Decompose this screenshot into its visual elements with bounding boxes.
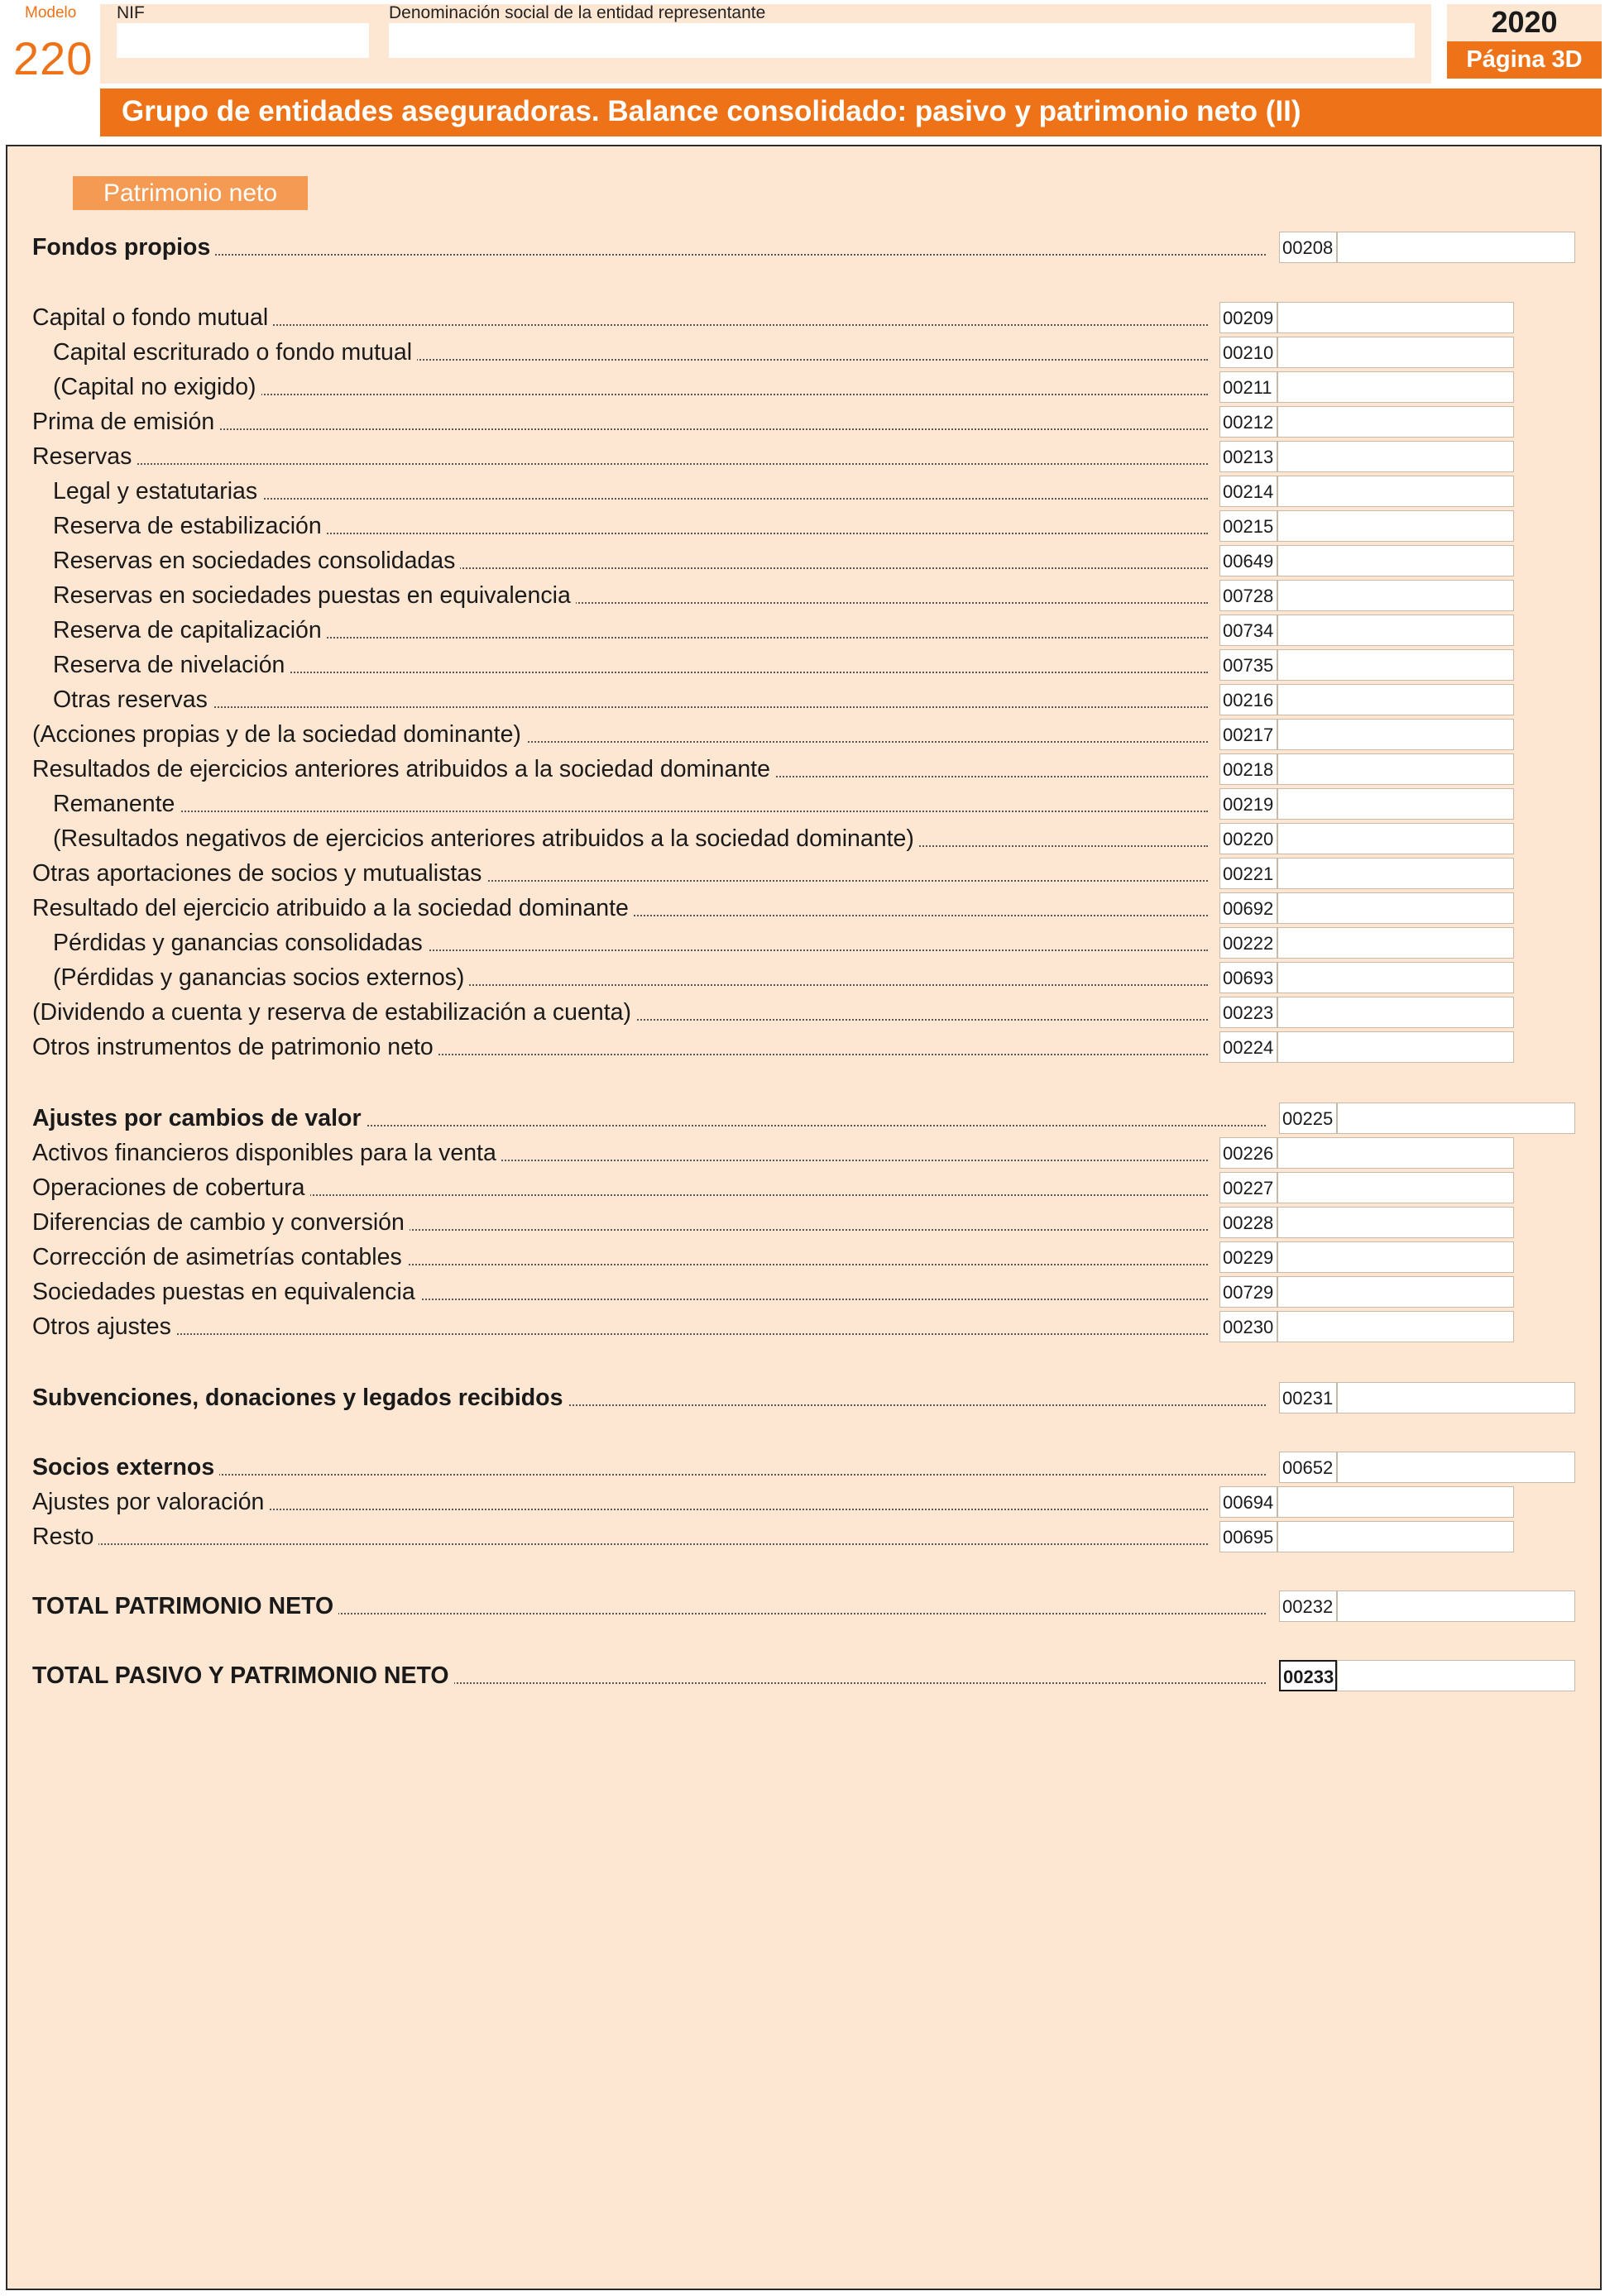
row-label xyxy=(32,1103,1266,1134)
field-code: 00212 xyxy=(1219,406,1277,438)
row-label-text: Legal y estatutarias xyxy=(53,478,262,505)
form-row xyxy=(32,1452,1605,1483)
row-label-text: Reservas en sociedades puestas en equivalencia xyxy=(53,582,576,609)
denominacion-label: Denominación social de la entidad representante xyxy=(389,3,766,22)
row-label-text: Ajustes por cambios de valor xyxy=(32,1105,367,1131)
row-label-text: (Capital no exigido) xyxy=(53,374,261,400)
field-code: 00210 xyxy=(1219,337,1277,368)
field-value-input[interactable] xyxy=(1277,615,1514,646)
form-row xyxy=(32,1031,1605,1063)
row-label xyxy=(32,1590,1266,1622)
row-label xyxy=(32,892,1208,924)
form-row xyxy=(32,1590,1605,1622)
field-code: 00223 xyxy=(1219,997,1277,1028)
row-label xyxy=(32,1521,1208,1552)
row-label xyxy=(53,823,1208,854)
row-label-text: Prima de emisión xyxy=(32,409,219,435)
field-code: 00211 xyxy=(1219,371,1277,403)
row-label xyxy=(53,615,1208,646)
row-label-text: Otras reservas xyxy=(53,686,213,713)
form-row xyxy=(32,371,1605,403)
row-label xyxy=(53,510,1208,542)
field-value-input[interactable] xyxy=(1337,1103,1575,1134)
field-code: 00216 xyxy=(1219,684,1277,715)
nif-label: NIF xyxy=(117,3,145,22)
form-row xyxy=(32,406,1605,438)
row-label xyxy=(32,1137,1208,1169)
field-code: 00729 xyxy=(1219,1276,1277,1308)
field-value-input[interactable] xyxy=(1277,962,1514,993)
row-label-text: Resultado del ejercicio atribuido a la sociedad dominante xyxy=(32,895,634,921)
form-row xyxy=(32,510,1605,542)
dot-leader xyxy=(32,254,1266,256)
form-row xyxy=(32,1311,1605,1342)
field-code: 00215 xyxy=(1219,510,1277,542)
field-value-input[interactable] xyxy=(1337,232,1575,263)
field-value-input[interactable] xyxy=(1277,858,1514,889)
form-row xyxy=(32,232,1605,263)
field-code: 00209 xyxy=(1219,302,1277,333)
dot-leader xyxy=(53,706,1208,708)
form-row xyxy=(32,1521,1605,1552)
row-label-text: (Acciones propias y de la sociedad dominante) xyxy=(32,721,526,748)
row-label-text: Activos financieros disponibles para la venta xyxy=(32,1140,501,1166)
dot-leader xyxy=(32,463,1208,465)
row-label-text: Otras aportaciones de socios y mutualistas xyxy=(32,860,486,887)
form-row xyxy=(32,962,1605,993)
field-value-input[interactable] xyxy=(1337,1590,1575,1622)
row-label-text: Reserva de capitalización xyxy=(53,617,327,643)
row-label-text: TOTAL PATRIMONIO NETO xyxy=(32,1593,338,1619)
field-code: 00219 xyxy=(1219,788,1277,820)
row-label-text: Pérdidas y ganancias consolidadas xyxy=(53,930,428,956)
row-label-text: (Resultados negativos de ejercicios anteriores atribuidos a la sociedad dominante) xyxy=(53,825,919,852)
row-label-text: Sociedades puestas en equivalencia xyxy=(32,1279,420,1305)
field-code: 00734 xyxy=(1219,615,1277,646)
year-value: 2020 xyxy=(1491,5,1558,39)
field-value-input[interactable] xyxy=(1277,371,1514,403)
row-label-text: Reserva de estabilización xyxy=(53,513,327,539)
row-label xyxy=(32,1660,1266,1691)
row-label xyxy=(32,1241,1208,1273)
field-code: 00692 xyxy=(1219,892,1277,924)
row-label-text: Remanente xyxy=(53,791,180,817)
row-label-text: TOTAL PASIVO Y PATRIMONIO NETO xyxy=(32,1662,454,1689)
row-label xyxy=(53,580,1208,611)
row-label xyxy=(32,441,1208,472)
row-label xyxy=(32,406,1208,438)
row-label xyxy=(53,476,1208,507)
row-label xyxy=(32,1276,1208,1308)
row-label xyxy=(53,545,1208,576)
dot-leader xyxy=(53,811,1208,812)
form-row xyxy=(32,753,1605,785)
nif-input[interactable] xyxy=(117,23,369,58)
row-label-text: Corrección de asimetrías contables xyxy=(32,1244,407,1270)
form-row xyxy=(32,1172,1605,1203)
field-value-input[interactable] xyxy=(1277,1521,1514,1552)
form-row xyxy=(32,1486,1605,1518)
field-code: 00695 xyxy=(1219,1521,1277,1552)
row-label-text: Reservas en sociedades consolidadas xyxy=(53,548,460,574)
field-value-input[interactable] xyxy=(1277,788,1514,820)
field-code: 00227 xyxy=(1219,1172,1277,1203)
form-row xyxy=(32,649,1605,681)
row-label xyxy=(53,927,1208,959)
field-value-input[interactable] xyxy=(1277,1137,1514,1169)
form-row xyxy=(32,1382,1605,1413)
field-code: 00231 xyxy=(1279,1382,1337,1413)
field-value-input[interactable] xyxy=(1277,545,1514,576)
modelo-number: 220 xyxy=(13,32,93,84)
field-value-input[interactable] xyxy=(1277,892,1514,924)
form-row xyxy=(32,441,1605,472)
modelo-label: Modelo xyxy=(25,4,77,22)
field-value-input[interactable] xyxy=(1277,927,1514,959)
row-label xyxy=(32,1382,1266,1413)
row-label xyxy=(32,719,1208,750)
field-code: 00649 xyxy=(1219,545,1277,576)
row-label-text: Otros ajustes xyxy=(32,1313,176,1340)
field-code: 00226 xyxy=(1219,1137,1277,1169)
field-value-input[interactable] xyxy=(1337,1382,1575,1413)
field-code: 00221 xyxy=(1219,858,1277,889)
form-row xyxy=(32,1276,1605,1308)
row-label-text: (Dividendo a cuenta y reserva de estabilización a cuenta) xyxy=(32,999,636,1026)
field-code: 00208 xyxy=(1279,232,1337,263)
field-code: 00694 xyxy=(1219,1486,1277,1518)
row-label-text: Diferencias de cambio y conversión xyxy=(32,1209,410,1236)
field-value-input[interactable] xyxy=(1277,1276,1514,1308)
field-value-input[interactable] xyxy=(1277,337,1514,368)
row-label-text: Reservas xyxy=(32,443,137,470)
row-label xyxy=(32,1207,1208,1238)
field-code: 00735 xyxy=(1219,649,1277,681)
field-value-input[interactable] xyxy=(1277,719,1514,750)
form-row xyxy=(32,476,1605,507)
form-row xyxy=(32,788,1605,820)
field-value-input[interactable] xyxy=(1277,1486,1514,1518)
row-label-text: Resultados de ejercicios anteriores atribuidos a la sociedad dominante xyxy=(32,756,775,782)
row-label xyxy=(32,858,1208,889)
field-value-input[interactable] xyxy=(1277,1241,1514,1273)
field-code: 00652 xyxy=(1279,1452,1337,1483)
field-value-input[interactable] xyxy=(1277,406,1514,438)
field-value-input[interactable] xyxy=(1277,510,1514,542)
field-value-input[interactable] xyxy=(1337,1660,1575,1691)
row-label-text: Capital escriturado o fondo mutual xyxy=(53,339,417,366)
section-tab-patrimonio-neto: Patrimonio neto xyxy=(73,176,308,210)
field-value-input[interactable] xyxy=(1277,1031,1514,1063)
row-label-text: Subvenciones, donaciones y legados recibidos xyxy=(32,1385,568,1411)
row-label xyxy=(53,337,1208,368)
row-label-text: Otros instrumentos de patrimonio neto xyxy=(32,1034,438,1060)
form-row xyxy=(32,823,1605,854)
field-value-input[interactable] xyxy=(1277,997,1514,1028)
row-label xyxy=(53,649,1208,681)
field-value-input[interactable] xyxy=(1337,1452,1575,1483)
row-label xyxy=(32,232,1266,263)
row-label xyxy=(53,788,1208,820)
row-label xyxy=(32,1486,1208,1518)
denominacion-input[interactable] xyxy=(389,23,1415,58)
row-label-text: Socios externos xyxy=(32,1454,219,1480)
row-label xyxy=(32,753,1208,785)
form-row xyxy=(32,997,1605,1028)
row-label xyxy=(32,1452,1266,1483)
field-code: 00233 xyxy=(1279,1660,1337,1691)
form-row xyxy=(32,858,1605,889)
form-row xyxy=(32,1207,1605,1238)
form-row xyxy=(32,719,1605,750)
field-value-input[interactable] xyxy=(1277,1172,1514,1203)
field-code: 00693 xyxy=(1219,962,1277,993)
field-code: 00222 xyxy=(1219,927,1277,959)
field-code: 00214 xyxy=(1219,476,1277,507)
field-code: 00232 xyxy=(1279,1590,1337,1622)
form-row xyxy=(32,545,1605,576)
field-code: 00220 xyxy=(1219,823,1277,854)
row-label xyxy=(53,684,1208,715)
form-row xyxy=(32,337,1605,368)
form-row xyxy=(32,302,1605,333)
field-code: 00213 xyxy=(1219,441,1277,472)
dot-leader xyxy=(32,1333,1208,1335)
row-label-text: Reserva de nivelación xyxy=(53,652,290,678)
row-label xyxy=(32,1031,1208,1063)
row-label-text: (Pérdidas y ganancias socios externos) xyxy=(53,964,469,991)
field-code: 00229 xyxy=(1219,1241,1277,1273)
row-label xyxy=(32,1172,1208,1203)
field-code: 00225 xyxy=(1279,1103,1337,1134)
row-label xyxy=(53,962,1208,993)
row-label-text: Operaciones de cobertura xyxy=(32,1174,310,1201)
field-value-input[interactable] xyxy=(1277,302,1514,333)
form-row xyxy=(32,927,1605,959)
form-row xyxy=(32,684,1605,715)
field-value-input[interactable] xyxy=(1277,684,1514,715)
form-row xyxy=(32,1137,1605,1169)
form-row xyxy=(32,580,1605,611)
field-code: 00228 xyxy=(1219,1207,1277,1238)
row-label xyxy=(53,371,1208,403)
row-label xyxy=(32,1311,1208,1342)
field-value-input[interactable] xyxy=(1277,441,1514,472)
row-label-text: Resto xyxy=(32,1523,98,1550)
field-code: 00224 xyxy=(1219,1031,1277,1063)
field-value-input[interactable] xyxy=(1277,580,1514,611)
form-row xyxy=(32,1660,1605,1691)
page-title: Grupo de entidades aseguradoras. Balance consolidado: pasivo y patrimonio neto (II) xyxy=(122,95,1301,127)
form-row xyxy=(32,1103,1605,1134)
row-label xyxy=(32,302,1208,333)
form-row xyxy=(32,892,1605,924)
field-code: 00230 xyxy=(1219,1311,1277,1342)
form-row xyxy=(32,615,1605,646)
field-value-input[interactable] xyxy=(1277,649,1514,681)
row-label-text: Ajustes por valoración xyxy=(32,1489,269,1515)
row-label-text: Capital o fondo mutual xyxy=(32,304,273,331)
field-value-input[interactable] xyxy=(1277,1207,1514,1238)
field-value-input[interactable] xyxy=(1277,823,1514,854)
field-value-input[interactable] xyxy=(1277,476,1514,507)
field-code: 00217 xyxy=(1219,719,1277,750)
page-badge: Página 3D xyxy=(1447,41,1602,79)
dot-leader xyxy=(32,1543,1208,1545)
form-row xyxy=(32,1241,1605,1273)
field-value-input[interactable] xyxy=(1277,1311,1514,1342)
field-code: 00728 xyxy=(1219,580,1277,611)
field-code: 00218 xyxy=(1219,753,1277,785)
row-label xyxy=(32,997,1208,1028)
row-label-text: Fondos propios xyxy=(32,234,215,261)
field-value-input[interactable] xyxy=(1277,753,1514,785)
